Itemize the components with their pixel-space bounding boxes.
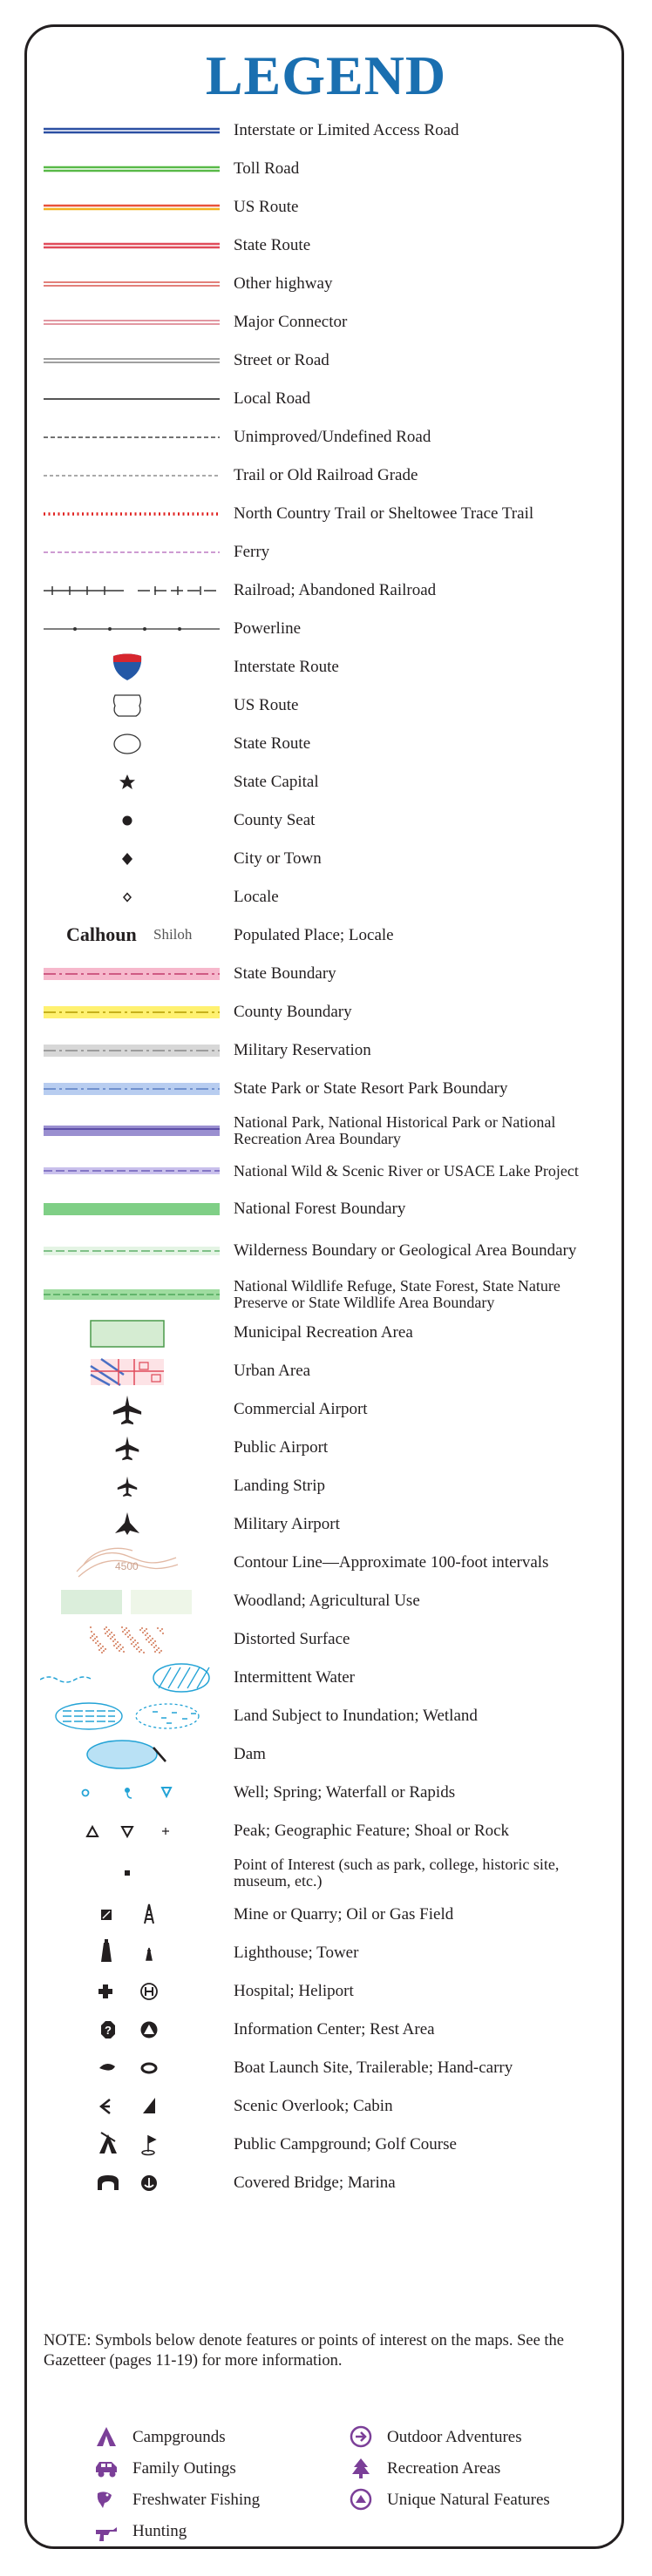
- wild-scenic-river-line: [40, 1152, 223, 1190]
- legend-label: State Capital: [234, 773, 319, 791]
- legend-row: [35, 112, 628, 150]
- place-sample-small: Shiloh: [153, 926, 193, 943]
- legend-label: Commercial Airport: [234, 1400, 368, 1418]
- unimproved-road-line: [40, 418, 223, 456]
- legend-label: National Forest Boundary: [234, 1200, 406, 1218]
- legend-title: LEGEND: [205, 44, 447, 106]
- ferry-line: [40, 533, 223, 571]
- wildlife-refuge-boundary-line: [40, 1275, 223, 1314]
- legend-row: [35, 1582, 628, 1620]
- commercial-airport-icon: [40, 1390, 223, 1429]
- legend-row: [35, 1031, 628, 1070]
- diamond-icon: [40, 840, 223, 878]
- legend-row: [35, 878, 628, 916]
- legend-label: Municipal Recreation Area: [234, 1323, 413, 1342]
- powerline-line: [40, 610, 223, 648]
- legend-row: [35, 2126, 628, 2164]
- legend-label: Unimproved/Undefined Road: [234, 428, 431, 446]
- legend-row: [35, 1812, 628, 1850]
- legend-label: Dam: [234, 1745, 266, 1763]
- unique-natural-features-icon: [349, 2488, 373, 2512]
- legend-row: [35, 265, 628, 303]
- toll-road-line: [40, 150, 223, 188]
- legend-label: Peak; Geographic Feature; Shoal or Rock: [234, 1822, 510, 1840]
- legend-label: Military Airport: [234, 1515, 340, 1533]
- legend-row: [35, 1152, 628, 1190]
- legend-row: [35, 1697, 628, 1735]
- legend-row: [35, 648, 628, 686]
- outdoor-adventures-icon: [349, 2425, 373, 2450]
- state-park-boundary-line: [40, 1070, 223, 1108]
- legend-row: [35, 1659, 628, 1697]
- family-outings-icon: [94, 2457, 119, 2481]
- legend-label: National Wild & Scenic River or USACE Lake Project: [234, 1161, 579, 1180]
- legend-label: County Seat: [234, 811, 316, 829]
- legend-label: Military Reservation: [234, 1041, 371, 1059]
- street-road-line: [40, 341, 223, 380]
- recreation-item: [94, 2454, 236, 2484]
- legend-row: [35, 1735, 628, 1774]
- scenic-overlook-cabin-icon: [40, 2087, 223, 2126]
- north-country-trail-line: [40, 495, 223, 533]
- legend-label: State Park or State Resort Park Boundary: [234, 1079, 508, 1098]
- legend-label: Contour Line—Approximate 100-foot intervals: [234, 1553, 549, 1572]
- legend-label: Urban Area: [234, 1362, 311, 1380]
- freshwater-fishing-icon: [94, 2488, 119, 2512]
- dot-icon: [40, 801, 223, 840]
- legend-label: Trail or Old Railroad Grade: [234, 466, 418, 484]
- boat-launch-icon: [40, 2049, 223, 2087]
- national-park-boundary-line: [40, 1112, 223, 1150]
- legend-label: City or Town: [234, 849, 322, 868]
- recreation-label: Recreation Areas: [387, 2459, 501, 2478]
- legend-row: [35, 1972, 628, 2011]
- legend-label: Hospital; Heliport: [234, 1982, 354, 2000]
- information-rest-icon: [40, 2011, 223, 2049]
- legend-row: [35, 341, 628, 380]
- legend-label: Street or Road: [234, 351, 329, 369]
- legend-row: [35, 1896, 628, 1934]
- legend-label: Ferry: [234, 543, 270, 561]
- legend-label: Public Campground; Golf Course: [234, 2135, 457, 2153]
- legend-row: [35, 955, 628, 993]
- recreation-item: [94, 2485, 260, 2515]
- recreation-item: [349, 2485, 550, 2515]
- dam-swatch: [40, 1735, 223, 1774]
- legend-row: [35, 840, 628, 878]
- recreation-label: Unique Natural Features: [387, 2491, 550, 2509]
- trail-line: [40, 456, 223, 495]
- legend-row: [35, 1232, 628, 1270]
- place-names-sample: [40, 916, 223, 955]
- legend-label: State Route: [234, 734, 311, 753]
- legend-row: [35, 2164, 628, 2202]
- well-spring-icon: [40, 1774, 223, 1812]
- contour-line-swatch: [40, 1544, 223, 1582]
- legend-row: [35, 380, 628, 418]
- legend-label: US Route: [234, 198, 299, 216]
- interstate-shield-icon: [40, 648, 223, 686]
- legend-row: [35, 495, 628, 533]
- state-boundary-line: [40, 955, 223, 993]
- peak-icon: [40, 1812, 223, 1850]
- legend-row: [35, 303, 628, 341]
- legend-row: [35, 1314, 628, 1352]
- legend-label: Major Connector: [234, 313, 348, 331]
- recreation-label: Family Outings: [132, 2459, 236, 2478]
- small-diamond-icon: [40, 878, 223, 916]
- major-connector-line: [40, 303, 223, 341]
- legend-label: National Wildlife Refuge, State Forest, State Nature Preserve or State Wildlife Area Boundary: [234, 1277, 560, 1311]
- legend-label: Well; Spring; Waterfall or Rapids: [234, 1783, 456, 1802]
- campground-golf-icon: [40, 2126, 223, 2164]
- legend-row: [35, 993, 628, 1031]
- legend-row: [35, 2049, 628, 2087]
- legend-label: Mine or Quarry; Oil or Gas Field: [234, 1905, 454, 1924]
- legend-row: [35, 1620, 628, 1659]
- woodland-swatch: [40, 1582, 223, 1620]
- legend-label: Boat Launch Site, Trailerable; Hand-carry: [234, 2059, 513, 2077]
- legend-label: Intermittent Water: [234, 1668, 355, 1687]
- legend-label: National Park, National Historical Park or National Recreation Area Boundary: [234, 1113, 556, 1147]
- legend-label: County Boundary: [234, 1003, 352, 1021]
- distorted-surface-swatch: [40, 1620, 223, 1659]
- point-of-interest-icon: [40, 1854, 223, 1892]
- legend-row: [35, 916, 628, 955]
- legend-row: [35, 1190, 628, 1228]
- legend-row: [35, 1352, 628, 1390]
- legend-label: Point of Interest (such as park, college, historic site, museum, etc.): [234, 1856, 560, 1890]
- legend-label: Woodland; Agricultural Use: [234, 1592, 420, 1610]
- legend-row: [35, 226, 628, 265]
- legend-label: State Route: [234, 236, 311, 254]
- legend-label: Lighthouse; Tower: [234, 1944, 359, 1962]
- lighthouse-tower-icon: [40, 1934, 223, 1972]
- legend-label: Interstate Route: [234, 658, 339, 676]
- recreation-item: [349, 2423, 522, 2452]
- legend-row: [35, 725, 628, 763]
- legend-row: [35, 1774, 628, 1812]
- wetland-swatch: [40, 1697, 223, 1735]
- legend-label: Railroad; Abandoned Railroad: [234, 581, 437, 599]
- legend-label: US Route: [234, 696, 299, 714]
- legend-label: North Country Trail or Sheltowee Trace Trail: [234, 504, 534, 523]
- legend-row: [35, 1934, 628, 1972]
- legend-row: [35, 1275, 628, 1314]
- recreation-label: Freshwater Fishing: [132, 2491, 261, 2509]
- us-route-shield-icon: [40, 686, 223, 725]
- legend-label: Local Road: [234, 389, 311, 408]
- legend-label: Public Airport: [234, 1438, 329, 1457]
- legend-label: Locale: [234, 888, 279, 906]
- legend-label: Distorted Surface: [234, 1630, 350, 1648]
- legend-row: [35, 456, 628, 495]
- local-road-line: [40, 380, 223, 418]
- legend-label: Landing Strip: [234, 1477, 326, 1495]
- legend-row: [35, 150, 628, 188]
- hunting-icon: [94, 2519, 119, 2544]
- svg-text:?: ?: [105, 2024, 112, 2037]
- legend-row: [35, 1112, 628, 1150]
- legend-row: [35, 1544, 628, 1582]
- legend-label: Land Subject to Inundation; Wetland: [234, 1707, 478, 1725]
- railroad-line: [40, 571, 223, 610]
- covered-bridge-marina-icon: [40, 2164, 223, 2202]
- military-airport-icon: [40, 1505, 223, 1544]
- recreation-areas-icon: [349, 2457, 373, 2481]
- recreation-item: [94, 2423, 226, 2452]
- recreation-item: [349, 2454, 500, 2484]
- legend-label: Interstate or Limited Access Road: [234, 121, 459, 139]
- recreation-label: Campgrounds: [132, 2428, 226, 2446]
- legend-row: [35, 610, 628, 648]
- legend-label: Powerline: [234, 619, 302, 638]
- legend-label: State Boundary: [234, 964, 336, 983]
- recreation-item: [94, 2517, 187, 2546]
- legend-row: [35, 686, 628, 725]
- legend-label: Populated Place; Locale: [234, 926, 394, 944]
- legend-row: [35, 1390, 628, 1429]
- legend-row: [35, 1429, 628, 1467]
- national-forest-boundary-line: [40, 1190, 223, 1228]
- state-route-oval-icon: [40, 725, 223, 763]
- legend-label: Other highway: [234, 274, 333, 293]
- county-boundary-line: [40, 993, 223, 1031]
- legend-row: [35, 1467, 628, 1505]
- legend-row: [35, 1070, 628, 1108]
- interstate-road-line: [40, 112, 223, 150]
- legend-row: [35, 1854, 628, 1892]
- gazetteer-note: NOTE: Symbols below denote features or points of interest on the maps. See the Gazetteer (pages 11-19) for more information.: [44, 2332, 565, 2370]
- legend-label: Scenic Overlook; Cabin: [234, 2097, 393, 2115]
- public-airport-icon: [40, 1429, 223, 1467]
- legend-row: [35, 418, 628, 456]
- legend-row: [35, 2011, 628, 2049]
- contour-elevation-label: 4500: [115, 1560, 139, 1572]
- place-sample-big: Calhoun: [66, 923, 137, 945]
- recreation-label: Outdoor Adventures: [387, 2428, 522, 2446]
- military-reservation-line: [40, 1031, 223, 1070]
- recreation-label: Hunting: [132, 2522, 187, 2540]
- campground-icon: [94, 2425, 119, 2450]
- legend-label: Information Center; Rest Area: [234, 2020, 435, 2038]
- legend-label: Wilderness Boundary or Geological Area Boundary: [234, 1241, 577, 1260]
- wilderness-boundary-line: [40, 1232, 223, 1270]
- other-highway-line: [40, 265, 223, 303]
- legend-row: [35, 533, 628, 571]
- legend-label: Covered Bridge; Marina: [234, 2174, 396, 2192]
- star-icon: [40, 763, 223, 801]
- hospital-heliport-icon: [40, 1972, 223, 2011]
- landing-strip-icon: [40, 1467, 223, 1505]
- legend-row: [35, 188, 628, 226]
- urban-area-swatch: [40, 1352, 223, 1390]
- legend-label: Toll Road: [234, 159, 300, 178]
- municipal-recreation-area-swatch: [40, 1314, 223, 1352]
- legend-row: [35, 801, 628, 840]
- intermittent-water-swatch: [40, 1659, 223, 1697]
- legend-row: [35, 2087, 628, 2126]
- state-route-line: [40, 226, 223, 265]
- mine-oil-icon: [40, 1896, 223, 1934]
- legend-row: [35, 763, 628, 801]
- legend-row: [35, 571, 628, 610]
- us-route-line: [40, 188, 223, 226]
- legend-row: [35, 1505, 628, 1544]
